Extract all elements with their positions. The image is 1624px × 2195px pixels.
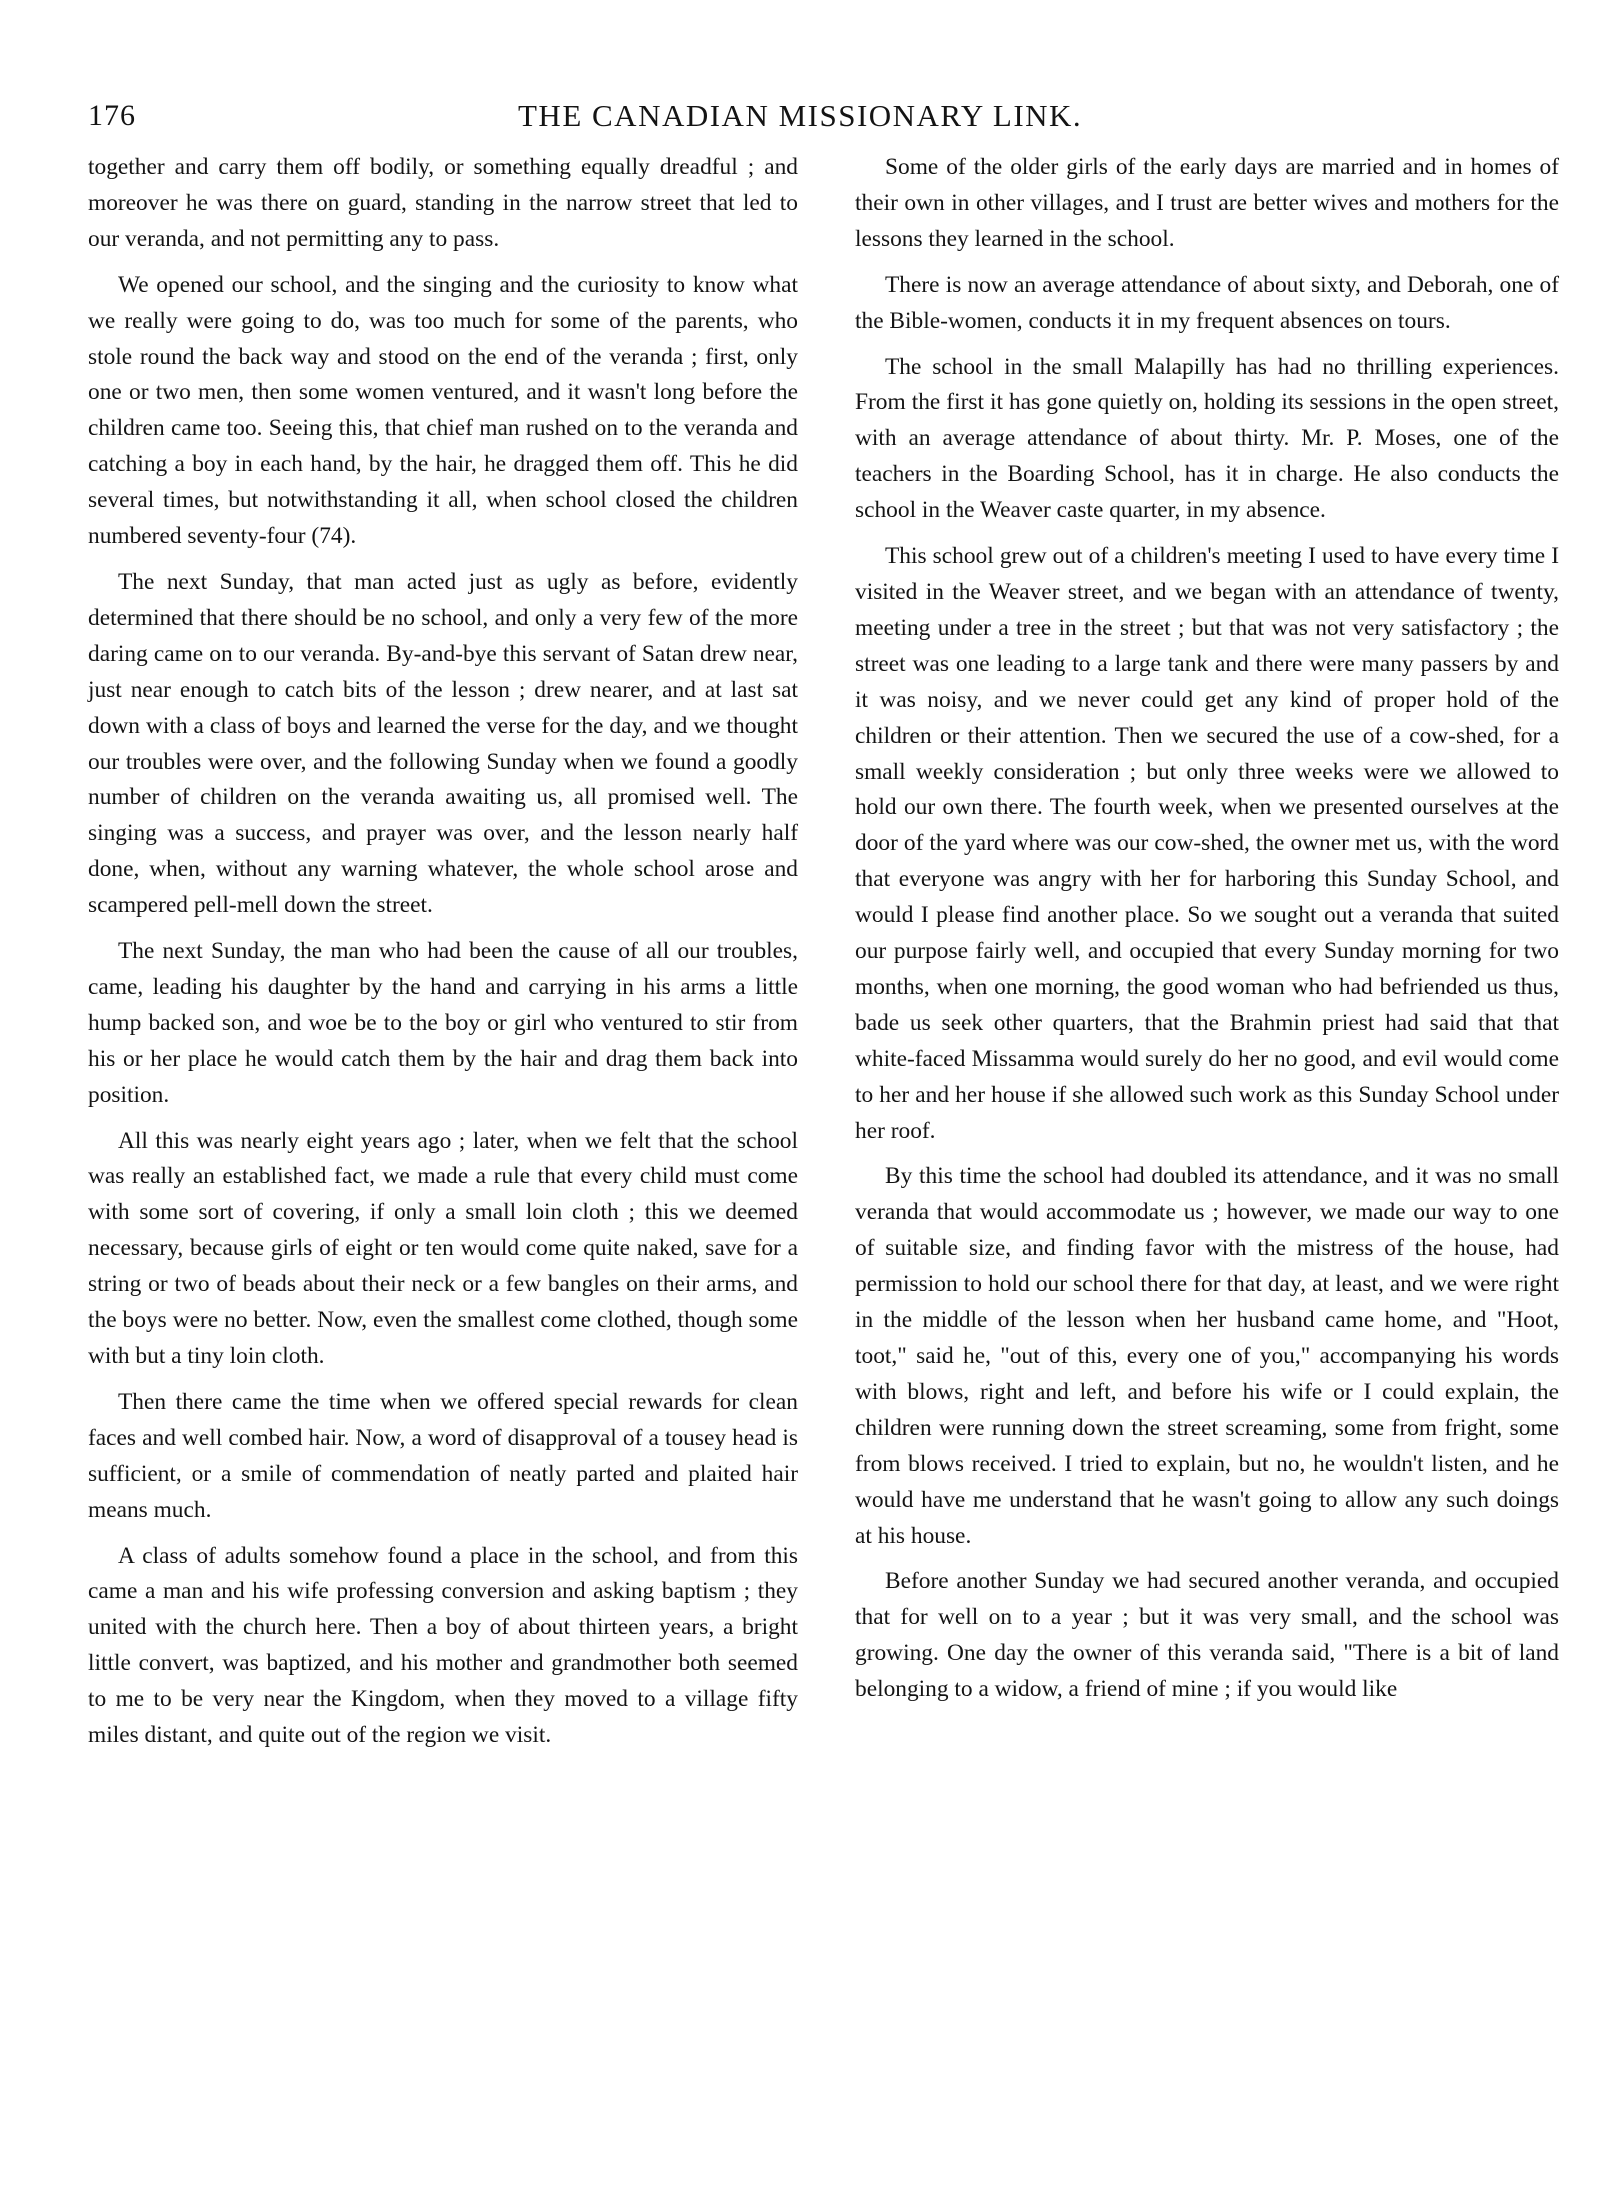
paragraph: We opened our school, and the singing and the curiosity to know what we really were going to do, was too much for some of the parents, who stole round the back way and stood on the end of the veranda ; first, only one or two men, then some women ventured, and it wasn't long before the children came too. Seeing this, that chief man rushed on to the veranda and catching a boy in each hand, by the hair, he dragged them off. This he did several times, but notwithstanding it all, when school closed the children numbered seventy-four (74). [88,271,798,550]
left-column [88,150,798,1764]
page-number: 176 [88,99,136,132]
paragraph: By this time the school had doubled its attendance, and it was no small veranda that would accommodate us ; however, we made our way to one of suitable size, and finding favor with the mistress of the house, had permission to hold our school there for that day, at least, and we were right in the middle of the lesson when her husband came home, and "Hoot, toot," said he, "out of this, every one of you," accompanying his words with blows, right and left, and before his wife or I could explain, the children were running down the street screaming, some from fright, some from blows received. I tried to explain, but no, he wouldn't listen, and he would have me understand that he wasn't going to allow any such doings at his house. [855,1163,1559,1549]
paragraph: The next Sunday, that man acted just as ugly as before, evidently determined that there should be no school, and only a very few of the more daring came on to our veranda. By-and-bye this servant of Satan drew near, just near enough to catch bits of the lesson ; drew nearer, and at last sat down with a class of boys and learned the verse for the day, and we thought our troubles were over, and the following Sunday when we found a goodly number of children on the veranda awaiting us, all promised well. The singing was a success, and prayer was over, and the lesson nearly half done, when, without any warning whatever, the whole school arose and scampered pell-mell down the street. [88,568,798,919]
paragraph: Before another Sunday we had secured another veranda, and occupied that for well on to a year ; but it was very small, and the school was growing. One day the owner of this veranda said, "There is a bit of land belonging to a widow, a friend of mine ; if you would like [855,1568,1559,1703]
right-column [855,150,1559,1718]
paragraph: All this was nearly eight years ago ; later, when we felt that the school was really an established fact, we made a rule that every child must come with some sort of covering, if only a small loin cloth ; this we deemed necessary, because girls of eight or ten would come quite naked, save for a string or two of beads about their neck or a few bangles on their arms, and the boys were no better. Now, even the smallest come clothed, though some with but a tiny loin cloth. [88,1127,798,1369]
running-title: THE CANADIAN MISSIONARY LINK. [518,98,1083,133]
paragraph: Then there came the time when we offered special rewards for clean faces and well combed hair. Now, a word of disapproval of a tousey head is sufficient, or a smile of commendation of neatly parted and plaited hair means much. [88,1388,798,1523]
paragraph: Some of the older girls of the early days are married and in homes of their own in other villages, and I trust are better wives and mothers for the lessons they learned in the school. [855,154,1559,252]
paragraph: A class of adults somehow found a place in the school, and from this came a man and his wife professing conversion and asking baptism ; they united with the church here. Then a boy of about thirteen years, a bright little convert, was baptized, and his mother and grandmother both seemed to me to be very near the Kingdom, when they moved to a village fifty miles distant, and quite out of the region we visit. [88,1542,798,1749]
page-header [88,96,1548,146]
paragraph: The next Sunday, the man who had been the cause of all our troubles, came, leading his daughter by the hand and carrying in his arms a little hump backed son, and woe be to the boy or girl who ventured to stir from his or her place he would catch them by the hair and drag them back into position. [88,938,798,1108]
paragraph: This school grew out of a children's meeting I used to have every time I visited in the Weaver street, and we began with an attendance of twenty, meeting under a tree in the street ; but that was not very satisfactory ; the street was one leading to a large tank and there were many passers by and it was noisy, and we never could get any kind of proper hold of the children or their attention. Then we secured the use of a cow-shed, for a small weekly consideration ; but only three weeks were we allowed to hold our own there. The fourth week, when we presented ourselves at the door of the yard where was our cow-shed, the owner met us, with the word that everyone was angry with her for harboring this Sunday School, and would I please find another place. So we sought out a veranda that suited our purpose fairly well, and occupied that every Sunday morning for two months, when one morning, the good woman who had befriended us thus, bade us seek other quarters, that the Brahmin priest had said that that white-faced Missamma would surely do her no good, and evil would come to her and her house if she allowed such work as this Sunday School under her roof. [855,543,1559,1144]
paragraph: There is now an average attendance of about sixty, and Deborah, one of the Bible-women, conducts it in my frequent absences on tours. [855,271,1559,334]
paragraph: The school in the small Malapilly has had no thrilling experiences. From the first it has gone quietly on, holding its sessions in the open street, with an average attendance of about thirty. Mr. P. Moses, one of the teachers in the Boarding School, has it in charge. He also conducts the school in the Weaver caste quarter, in my absence. [855,353,1559,524]
paragraph: together and carry them off bodily, or something equally dreadful ; and moreover he was there on guard, standing in the narrow street that led to our veranda, and not permitting any to pass. [88,154,798,252]
